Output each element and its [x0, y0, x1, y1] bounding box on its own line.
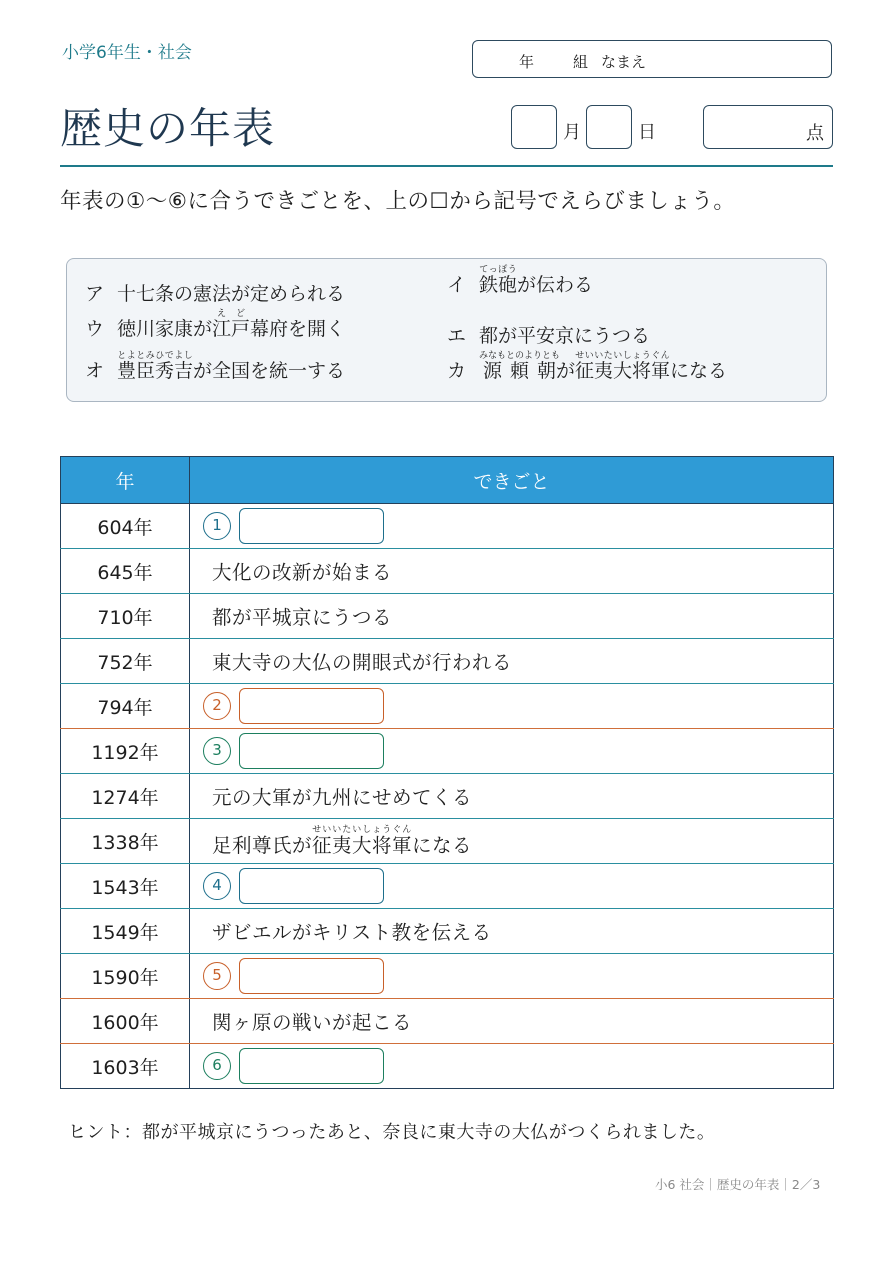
blank-number-badge: 4: [203, 872, 231, 900]
event-cell: 都が平城京にうつる: [190, 594, 834, 639]
choice-text: になる: [670, 360, 728, 382]
choice-furigana: えど: [212, 309, 251, 319]
class-label: 組: [573, 53, 589, 71]
choice-furigana: みなもとのよりとも: [479, 351, 561, 361]
year-cell: 794年: [61, 684, 190, 729]
choice-ruby-base: 鉄砲: [479, 274, 518, 296]
answer-box[interactable]: [239, 1048, 384, 1084]
header-divider: [60, 165, 833, 167]
year-cell: 1600年: [61, 999, 190, 1044]
choice-a: [85, 279, 345, 306]
answer-box[interactable]: [239, 868, 384, 904]
table-row: [61, 864, 834, 909]
blank-cell: [190, 504, 834, 549]
year-label: 年: [519, 53, 535, 71]
year-cell: 1590年: [61, 954, 190, 999]
table-row: [61, 504, 834, 549]
name-field-box[interactable]: [472, 40, 832, 78]
choice-furigana: とよとみひでよし: [117, 351, 194, 361]
table-row: [61, 774, 834, 819]
page-title: 歴史の年表: [60, 104, 276, 153]
answer-box[interactable]: [239, 733, 384, 769]
year-cell: 604年: [61, 504, 190, 549]
event-text: になる: [412, 833, 473, 857]
choice-ruby-base: 源頼朝: [479, 360, 561, 382]
blank-cell: [190, 1044, 834, 1089]
blank-number-badge: 6: [203, 1052, 231, 1080]
table-row: [61, 999, 834, 1044]
month-label: 月: [563, 122, 581, 143]
choice-u: [85, 309, 345, 341]
table-row: [61, 819, 834, 864]
year-cell: 1543年: [61, 864, 190, 909]
table-row: [61, 729, 834, 774]
choice-text: 都が平安京にうつる: [479, 325, 651, 347]
page-footer: 小6 社会｜歴史の年表｜2／3: [655, 1177, 821, 1192]
event-cell: 東大寺の大仏の開眼式が行われる: [190, 639, 834, 684]
day-input-box[interactable]: [586, 105, 632, 149]
choice-letter: カ: [447, 360, 467, 382]
year-cell: 1274年: [61, 774, 190, 819]
table-row: [61, 549, 834, 594]
year-cell: 1603年: [61, 1044, 190, 1089]
event-furigana: せいいたいしょうぐん: [312, 824, 413, 835]
choice-i: [447, 265, 593, 297]
event-text: 足利尊氏が: [212, 833, 313, 857]
blank-cell: [190, 684, 834, 729]
table-header-row: [61, 457, 834, 504]
year-cell: 1192年: [61, 729, 190, 774]
month-input-box[interactable]: [511, 105, 557, 149]
choice-ruby-base: 征夷大将軍: [575, 360, 671, 382]
choice-text: 幕府を開く: [250, 318, 346, 340]
year-column-header: 年: [61, 457, 190, 504]
score-input-box[interactable]: [703, 105, 833, 149]
table-row: [61, 954, 834, 999]
event-cell: 大化の改新が始まる: [190, 549, 834, 594]
grade-subject: 小学6年生・社会: [62, 43, 192, 63]
choice-furigana: せいいたいしょうぐん: [575, 351, 671, 361]
event-cell: 関ヶ原の戦いが起こる: [190, 999, 834, 1044]
choice-furigana: てっぽう: [479, 265, 518, 275]
choice-e: [447, 321, 650, 348]
choice-o: [85, 351, 345, 383]
event-cell: 元の大軍が九州にせめてくる: [190, 774, 834, 819]
blank-number-badge: 2: [203, 692, 231, 720]
choice-ruby-base: 豊臣秀吉: [117, 360, 194, 382]
answer-box[interactable]: [239, 958, 384, 994]
year-cell: 1549年: [61, 909, 190, 954]
choice-text: 徳川家康が: [117, 318, 213, 340]
blank-number-badge: 1: [203, 512, 231, 540]
event-cell: [190, 819, 834, 864]
choice-text: 十七条の憲法が定められる: [117, 283, 346, 305]
blank-cell: [190, 729, 834, 774]
table-row: [61, 684, 834, 729]
choice-letter: イ: [447, 274, 467, 296]
instruction-text: 年表の①〜⑥に合うできごとを、上の☐から記号でえらびましょう。: [60, 189, 736, 214]
blank-number-badge: 3: [203, 737, 231, 765]
blank-cell: [190, 864, 834, 909]
choice-letter: オ: [85, 360, 105, 382]
event-column-header: できごと: [190, 457, 834, 504]
table-row: [61, 639, 834, 684]
blank-cell: [190, 954, 834, 999]
answer-box[interactable]: [239, 688, 384, 724]
day-label: 日: [638, 122, 656, 143]
answer-box[interactable]: [239, 508, 384, 544]
year-cell: 645年: [61, 549, 190, 594]
year-cell: 710年: [61, 594, 190, 639]
table-row: [61, 594, 834, 639]
choice-letter: ウ: [85, 318, 105, 340]
choice-text: が: [556, 360, 576, 382]
table-row: [61, 1044, 834, 1089]
choice-text: が伝わる: [517, 274, 594, 296]
choices-box: [66, 258, 827, 402]
choice-ruby-base: 江戸: [212, 318, 251, 340]
blank-number-badge: 5: [203, 962, 231, 990]
choice-ka: [447, 351, 727, 383]
choice-letter: エ: [447, 325, 467, 347]
event-cell: ザビエルがキリスト教を伝える: [190, 909, 834, 954]
name-label: なまえ: [601, 53, 647, 71]
timeline-table: [60, 456, 834, 1089]
choice-text: が全国を統一する: [193, 360, 346, 382]
score-label: 点: [806, 123, 824, 144]
table-row: [61, 909, 834, 954]
choice-letter: ア: [85, 283, 105, 305]
year-cell: 752年: [61, 639, 190, 684]
event-ruby-base: 征夷大将軍: [312, 833, 413, 857]
year-cell: 1338年: [61, 819, 190, 864]
hint-text: ヒント：都が平城京にうつったあと、奈良に東大寺の大仏がつくられました。: [68, 1122, 716, 1143]
